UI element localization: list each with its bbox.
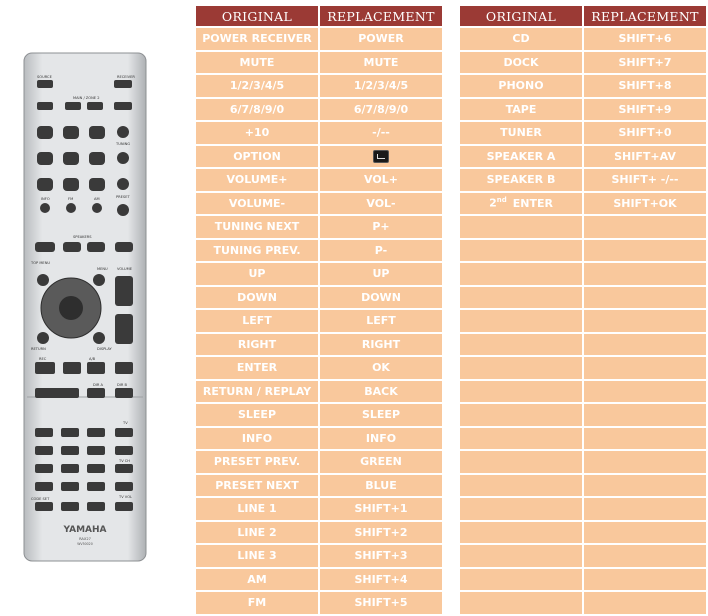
- original-cell: TUNER: [460, 122, 582, 144]
- table-row: [460, 52, 706, 74]
- original-cell: POWER RECEIVER: [196, 28, 318, 50]
- original-cell: PRESET NEXT: [196, 475, 318, 497]
- replacement-cell: [320, 146, 442, 168]
- table-row: [196, 240, 442, 262]
- replacement-cell: DOWN: [320, 287, 442, 309]
- ordinal-prefix: 2: [489, 197, 497, 211]
- table-row: [196, 263, 442, 285]
- receiver-code-button[interactable]: [35, 502, 53, 511]
- replacement-cell: SHIFT+8: [584, 75, 706, 97]
- original-cell: TUNING PREV.: [196, 240, 318, 262]
- empty-cell: [460, 592, 582, 614]
- key-7[interactable]: [35, 464, 53, 473]
- replacement-cell: SHIFT+4: [320, 569, 442, 591]
- code-set-label: CODE SET: [31, 497, 50, 501]
- info-button[interactable]: [40, 203, 50, 213]
- replacement-cell: LEFT: [320, 310, 442, 332]
- table-row: [196, 52, 442, 74]
- tuner-button[interactable]: [63, 178, 79, 191]
- original-cell: SLEEP: [196, 404, 318, 426]
- original-cell: UP: [196, 263, 318, 285]
- display-button[interactable]: [93, 332, 105, 344]
- empty-cell: [584, 240, 706, 262]
- original-cell: RIGHT: [196, 334, 318, 356]
- empty-cell: [584, 498, 706, 520]
- speaker-b-button[interactable]: [87, 242, 105, 252]
- empty-cell: [460, 428, 582, 450]
- dir-a-label: DIR A: [93, 383, 103, 387]
- table-row: [196, 404, 442, 426]
- table-row: [196, 357, 442, 379]
- empty-cell: [460, 569, 582, 591]
- empty-cell: [460, 381, 582, 403]
- line2-button[interactable]: [63, 152, 79, 165]
- ab-small-label: A/B: [89, 357, 96, 361]
- right-mapping-table: [458, 4, 708, 616]
- option-icon: [373, 150, 389, 163]
- table-row: [196, 522, 442, 544]
- original-cell: 1/2/3/4/5: [196, 75, 318, 97]
- line3-button[interactable]: [89, 152, 105, 165]
- key-4[interactable]: [35, 446, 53, 455]
- preset-up-button[interactable]: [117, 178, 129, 190]
- tuning-up-button[interactable]: [117, 126, 129, 138]
- key-3[interactable]: [87, 428, 105, 437]
- empty-cell: [584, 334, 706, 356]
- empty-cell: [584, 451, 706, 473]
- dir-b-label: DIR B: [117, 383, 127, 387]
- empty-cell: [584, 475, 706, 497]
- key-2[interactable]: [61, 428, 79, 437]
- original-cell: LINE 3: [196, 545, 318, 567]
- remote-control-image: [23, 52, 147, 562]
- table-row: [460, 193, 706, 215]
- replacement-cell: 1/2/3/4/5: [320, 75, 442, 97]
- empty-cell: [584, 569, 706, 591]
- empty-cell: [584, 592, 706, 614]
- enter-button[interactable]: [59, 296, 83, 320]
- replacement-cell: P+: [320, 216, 442, 238]
- original-cell: RETURN / REPLAY: [196, 381, 318, 403]
- code-label: WV50020: [77, 542, 93, 546]
- main-button[interactable]: [65, 102, 81, 110]
- replacement-cell: 6/7/8/9/0: [320, 99, 442, 121]
- stop-button[interactable]: [63, 362, 81, 374]
- table-row: [196, 28, 442, 50]
- skip-forward-button[interactable]: [115, 388, 133, 398]
- empty-row: [460, 263, 706, 285]
- original-cell: SPEAKER B: [460, 169, 582, 191]
- replacement-cell: SLEEP: [320, 404, 442, 426]
- empty-cell: [584, 404, 706, 426]
- tv-ch-down-button[interactable]: [115, 464, 133, 473]
- replacement-cell: P-: [320, 240, 442, 262]
- source-power-button[interactable]: [37, 80, 53, 88]
- sleep-button[interactable]: [114, 102, 132, 110]
- ordinal-suffix: nd: [496, 196, 507, 205]
- empty-row: [460, 592, 706, 614]
- main-zone-label: MAIN / ZONE 2: [73, 96, 100, 100]
- table-row: [460, 122, 706, 144]
- replacement-cell: SHIFT+7: [584, 52, 706, 74]
- table-row: [196, 475, 442, 497]
- table-row: [196, 569, 442, 591]
- column-header-original: ORIGINAL: [460, 6, 582, 26]
- table-row: [196, 193, 442, 215]
- table-row: [196, 498, 442, 520]
- original-cell: DOWN: [196, 287, 318, 309]
- original-cell: INFO: [196, 428, 318, 450]
- empty-cell: [584, 310, 706, 332]
- cd-button[interactable]: [89, 126, 105, 139]
- empty-cell: [460, 216, 582, 238]
- empty-cell: [584, 428, 706, 450]
- table-row: [196, 169, 442, 191]
- brand-logo: YAMAHA: [63, 525, 107, 535]
- replacement-cell: POWER: [320, 28, 442, 50]
- key-0[interactable]: [61, 482, 79, 491]
- original-cell: AM: [196, 569, 318, 591]
- empty-row: [460, 522, 706, 544]
- table-row: [196, 287, 442, 309]
- table-row: [460, 146, 706, 168]
- original-cell: LEFT: [196, 310, 318, 332]
- empty-cell: [584, 357, 706, 379]
- table-row: [196, 99, 442, 121]
- speakers-label: SPEAKERS: [73, 235, 92, 239]
- column-header-replacement: REPLACEMENT: [584, 6, 706, 26]
- empty-cell: [460, 545, 582, 567]
- replacement-cell: VOL+: [320, 169, 442, 191]
- tv-vol-label: TV VOL: [119, 495, 133, 499]
- original-cell: SPEAKER A: [460, 146, 582, 168]
- empty-row: [460, 310, 706, 332]
- am-label: AM: [94, 197, 100, 201]
- replacement-cell: SHIFT+9: [584, 99, 706, 121]
- replacement-cell: SHIFT+6: [584, 28, 706, 50]
- fm-label: FM: [68, 197, 74, 201]
- skip-back-button[interactable]: [87, 388, 105, 398]
- top-menu-label: TOP MENU: [31, 261, 51, 265]
- table-row: [196, 428, 442, 450]
- tape-button[interactable]: [63, 126, 79, 139]
- empty-cell: [460, 357, 582, 379]
- table-row: [460, 75, 706, 97]
- empty-row: [460, 287, 706, 309]
- table-row: [196, 75, 442, 97]
- table-row: [196, 122, 442, 144]
- rewind-forward-button[interactable]: [35, 388, 79, 398]
- replacement-cell: UP: [320, 263, 442, 285]
- empty-cell: [584, 381, 706, 403]
- original-cell: 6/7/8/9/0: [196, 99, 318, 121]
- table-row: [460, 169, 706, 191]
- empty-row: [460, 357, 706, 379]
- original-cell: PRESET PREV.: [196, 451, 318, 473]
- empty-cell: [460, 404, 582, 426]
- replacement-cell: BACK: [320, 381, 442, 403]
- table-row: [460, 99, 706, 121]
- column-header-replacement: REPLACEMENT: [320, 6, 442, 26]
- replacement-cell: RIGHT: [320, 334, 442, 356]
- ab-button[interactable]: [89, 178, 105, 191]
- empty-row: [460, 428, 706, 450]
- key-5[interactable]: [61, 446, 79, 455]
- table-row: [196, 216, 442, 238]
- fm-button[interactable]: [66, 203, 76, 213]
- play-button[interactable]: [115, 362, 133, 374]
- table-row: [460, 28, 706, 50]
- original-cell: TUNING NEXT: [196, 216, 318, 238]
- empty-row: [460, 475, 706, 497]
- empty-cell: [460, 310, 582, 332]
- empty-cell: [460, 334, 582, 356]
- original-cell: VOLUME-: [196, 193, 318, 215]
- zone2-button[interactable]: [87, 102, 103, 110]
- key-8[interactable]: [61, 464, 79, 473]
- original-cell: OPTION: [196, 146, 318, 168]
- original-cell: PHONO: [460, 75, 582, 97]
- model-label: RAX27: [79, 537, 91, 541]
- key-6[interactable]: [87, 446, 105, 455]
- key-9[interactable]: [87, 464, 105, 473]
- top-menu-button[interactable]: [37, 274, 49, 286]
- table-header-row: [460, 6, 706, 26]
- empty-cell: [584, 545, 706, 567]
- tuning-label: TUNING: [116, 142, 131, 146]
- phono-button[interactable]: [37, 126, 53, 139]
- source-label: SOURCE: [37, 75, 52, 79]
- table-header-row: [196, 6, 442, 26]
- original-cell: LINE 2: [196, 522, 318, 544]
- empty-cell: [584, 522, 706, 544]
- receiver-power-button[interactable]: [114, 80, 132, 88]
- volume-label: VOLUME: [117, 267, 133, 271]
- plus10-button[interactable]: [35, 482, 53, 491]
- receiver-label: RECEIVER: [117, 75, 135, 79]
- return-button[interactable]: [37, 332, 49, 344]
- empty-row: [460, 334, 706, 356]
- original-text: ENTER: [512, 197, 553, 211]
- empty-cell: [460, 240, 582, 262]
- replacement-cell: SHIFT+AV: [584, 146, 706, 168]
- tv-label: TV: [123, 421, 128, 425]
- table-row: [196, 310, 442, 332]
- empty-cell: [460, 475, 582, 497]
- table-row: [196, 545, 442, 567]
- replacement-cell: OK: [320, 357, 442, 379]
- empty-row: [460, 498, 706, 520]
- rec-label: REC: [39, 357, 47, 361]
- menu-label: MENU: [97, 267, 108, 271]
- table-row: [196, 334, 442, 356]
- preset-label: PRESET: [116, 195, 130, 199]
- return-label: RETURN: [31, 347, 46, 351]
- disc-skip-button[interactable]: [35, 362, 55, 374]
- original-cell: MUTE: [196, 52, 318, 74]
- empty-cell: [584, 263, 706, 285]
- empty-row: [460, 240, 706, 262]
- tuning-down-button[interactable]: [117, 152, 129, 164]
- column-header-original: ORIGINAL: [196, 6, 318, 26]
- original-cell: LINE 1: [196, 498, 318, 520]
- volume-down-button[interactable]: [115, 314, 133, 344]
- line1-button[interactable]: [37, 152, 53, 165]
- replacement-cell: SHIFT+1: [320, 498, 442, 520]
- empty-row: [460, 404, 706, 426]
- empty-row: [460, 545, 706, 567]
- key-1[interactable]: [35, 428, 53, 437]
- id-button[interactable]: [37, 102, 53, 110]
- left-mapping-table: [194, 4, 444, 616]
- mute-button[interactable]: [115, 242, 133, 252]
- replacement-cell: SHIFT+ -/--: [584, 169, 706, 191]
- empty-cell: [460, 451, 582, 473]
- tv-ch-label: TV CH: [119, 459, 131, 463]
- replacement-cell: INFO: [320, 428, 442, 450]
- dock-button[interactable]: [37, 178, 53, 191]
- replacement-cell: GREEN: [320, 451, 442, 473]
- original-cell: FM: [196, 592, 318, 614]
- menu-button[interactable]: [93, 274, 105, 286]
- display-label: DISPLAY: [97, 347, 112, 351]
- table-row: [196, 381, 442, 403]
- empty-cell: [460, 263, 582, 285]
- am-button[interactable]: [92, 203, 102, 213]
- table-row: [196, 592, 442, 614]
- table-row: [196, 146, 442, 168]
- replacement-cell: SHIFT+OK: [584, 193, 706, 215]
- original-cell: VOLUME+: [196, 169, 318, 191]
- option-button[interactable]: [35, 242, 55, 252]
- replacement-cell: VOL-: [320, 193, 442, 215]
- empty-row: [460, 381, 706, 403]
- info-label: INFO: [41, 197, 50, 201]
- tv-vol-down-button[interactable]: [115, 502, 133, 511]
- original-cell: ENTER: [196, 357, 318, 379]
- preset-down-button[interactable]: [117, 204, 129, 216]
- original-cell: CD: [460, 28, 582, 50]
- original-cell: TAPE: [460, 99, 582, 121]
- empty-row: [460, 451, 706, 473]
- tv-mute-button[interactable]: [87, 502, 105, 511]
- empty-cell: [460, 522, 582, 544]
- original-cell: DOCK: [460, 52, 582, 74]
- empty-cell: [584, 216, 706, 238]
- empty-cell: [584, 287, 706, 309]
- volume-up-button[interactable]: [115, 276, 133, 306]
- replacement-cell: BLUE: [320, 475, 442, 497]
- empty-row: [460, 569, 706, 591]
- empty-row: [460, 216, 706, 238]
- replacement-cell: SHIFT+3: [320, 545, 442, 567]
- empty-cell: [460, 498, 582, 520]
- tv-input-button[interactable]: [61, 502, 79, 511]
- replacement-cell: SHIFT+5: [320, 592, 442, 614]
- tv-vol-up-button[interactable]: [115, 482, 133, 491]
- empty-cell: [460, 287, 582, 309]
- table-row: [196, 451, 442, 473]
- replacement-cell: SHIFT+2: [320, 522, 442, 544]
- ent-button[interactable]: [87, 482, 105, 491]
- pause-button[interactable]: [87, 362, 105, 374]
- tv-ch-up-button[interactable]: [115, 446, 133, 455]
- replacement-cell: -/--: [320, 122, 442, 144]
- tv-power-button[interactable]: [115, 428, 133, 437]
- replacement-cell: MUTE: [320, 52, 442, 74]
- original-cell: [460, 193, 582, 215]
- speaker-a-button[interactable]: [63, 242, 81, 252]
- replacement-cell: SHIFT+0: [584, 122, 706, 144]
- original-cell: +10: [196, 122, 318, 144]
